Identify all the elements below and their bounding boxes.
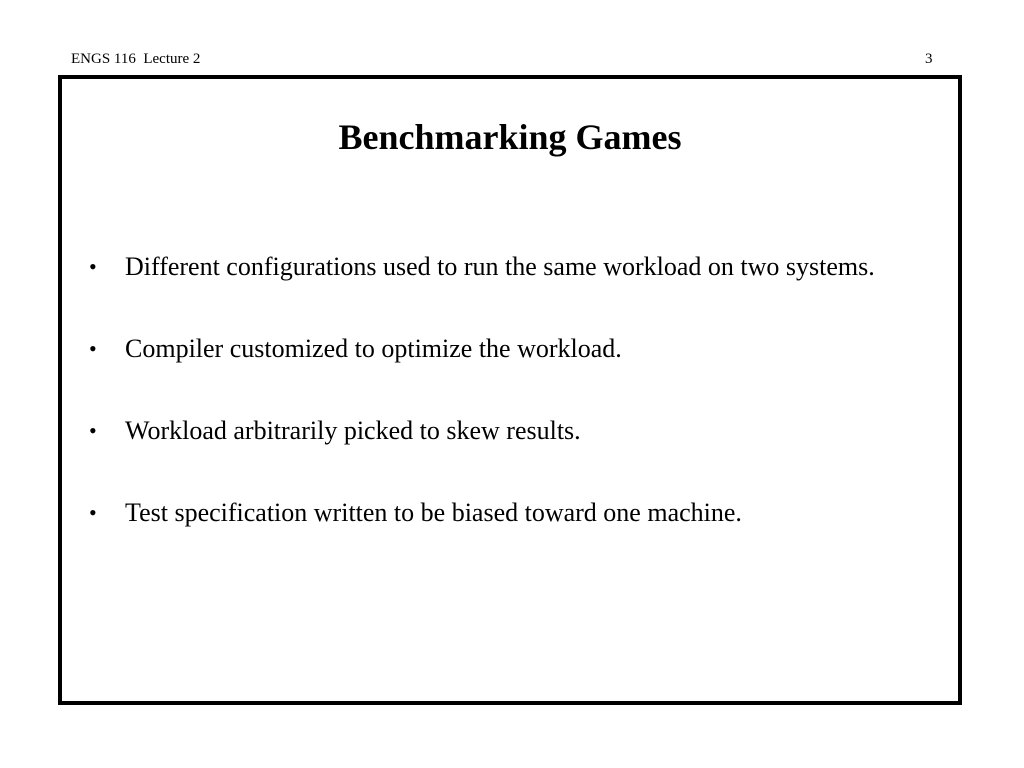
bullet-text: Different configurations used to run the same workload on two systems. [125,252,875,281]
bullet-dot-icon: • [89,500,97,525]
page-number: 3 [925,51,933,67]
bullet-item [62,413,958,448]
bullet-list [62,249,958,577]
bullet-item [62,249,958,284]
bullet-dot-icon: • [89,336,97,361]
slide-frame [58,75,962,705]
bullet-text: Test specification written to be biased toward one machine. [125,498,742,527]
bullet-text: Compiler customized to optimize the workload. [125,334,622,363]
slide-title: Benchmarking Games [338,117,682,157]
bullet-dot-icon: • [89,254,97,279]
header-course-label: ENGS 116 Lecture 2 [71,51,201,67]
bullet-item [62,331,958,366]
bullet-item [62,495,958,530]
bullet-text: Workload arbitrarily picked to skew results. [125,416,581,445]
bullet-dot-icon: • [89,418,97,443]
